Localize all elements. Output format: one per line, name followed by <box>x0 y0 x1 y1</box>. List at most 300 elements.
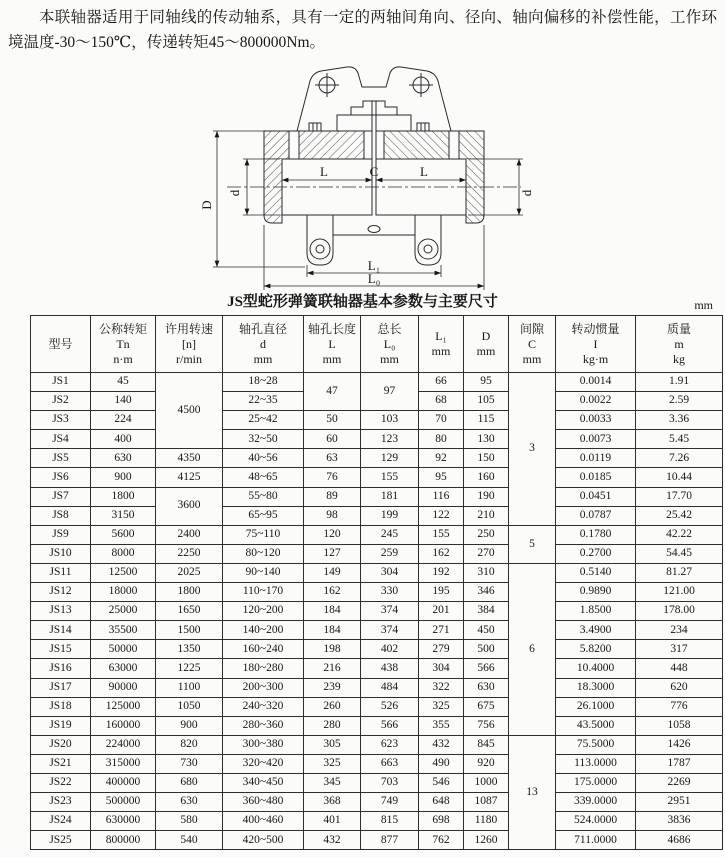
table-row <box>31 430 723 449</box>
table-cell: 4500 <box>156 373 223 449</box>
table-cell: 500 <box>464 640 509 659</box>
table-cell: 201 <box>419 602 464 621</box>
table-row <box>31 716 723 735</box>
table-cell: 1260 <box>464 831 509 850</box>
table-cell: 3836 <box>636 812 723 831</box>
table-cell: 129 <box>361 449 419 468</box>
table-cell: 749 <box>361 793 419 812</box>
table-cell: 680 <box>156 773 223 792</box>
table-cell: 25000 <box>91 602 156 621</box>
table-title-row <box>0 292 725 312</box>
table-cell: 566 <box>464 659 509 678</box>
table-cell: 5.45 <box>636 430 723 449</box>
table-cell: JS13 <box>31 602 91 621</box>
table-cell: 6 <box>509 563 556 735</box>
table-cell: 400 <box>91 430 156 449</box>
table-cell: 63000 <box>91 659 156 678</box>
table-cell: 280 <box>304 716 361 735</box>
table-cell: 400~460 <box>223 812 304 831</box>
table-cell: 490 <box>419 754 464 773</box>
table-cell: 630 <box>91 449 156 468</box>
table-cell: 45 <box>91 373 156 392</box>
table-cell: 280~360 <box>223 716 304 735</box>
table-row <box>31 678 723 697</box>
table-cell: 320~420 <box>223 754 304 773</box>
table-cell: 384 <box>464 602 509 621</box>
table-cell: 776 <box>636 697 723 716</box>
dim-label-L-right: L <box>419 164 428 179</box>
table-cell: JS20 <box>31 735 91 754</box>
table-cell: 22~35 <box>223 392 304 411</box>
table-cell: 120~200 <box>223 602 304 621</box>
table-cell: 5600 <box>91 525 156 544</box>
table-cell: 3.4900 <box>556 621 636 640</box>
intro-paragraph: 本联轴器适用于同轴线的传动轴系，具有一定的两轴间角向、径向、轴向偏移的补偿性能，工作环境温度-30～150℃，传递转矩45～800000Nm。 <box>8 9 717 51</box>
table-cell: JS10 <box>31 544 91 563</box>
table-cell: 698 <box>419 812 464 831</box>
table-cell: 95 <box>464 373 509 392</box>
table-cell: 648 <box>419 793 464 812</box>
table-cell: 317 <box>636 640 723 659</box>
table-cell: 198 <box>304 640 361 659</box>
table-cell: 162 <box>419 544 464 563</box>
table-cell: 0.0119 <box>556 449 636 468</box>
table-cell: 820 <box>156 735 223 754</box>
table-cell: 160000 <box>91 716 156 735</box>
col-header-mass: 质量 m kg <box>636 316 723 373</box>
table-cell: 127 <box>304 544 361 563</box>
table-cell: 7.26 <box>636 449 723 468</box>
table-row <box>31 506 723 525</box>
table-cell: 0.0787 <box>556 506 636 525</box>
col-header-inertia: 转动惯量 I kg·m <box>556 316 636 373</box>
table-cell: 756 <box>464 716 509 735</box>
table-cell: 630 <box>464 678 509 697</box>
table-cell: 623 <box>361 735 419 754</box>
table-cell: 2269 <box>636 773 723 792</box>
table-cell: JS11 <box>31 563 91 582</box>
table-cell: 2400 <box>156 525 223 544</box>
coupling-diagram-area <box>0 55 725 291</box>
coupling-diagram <box>169 55 579 291</box>
col-header-l1: L₁ mm <box>419 316 464 373</box>
table-cell: 524.0000 <box>556 812 636 831</box>
table-cell: JS24 <box>31 812 91 831</box>
table-cell: 195 <box>419 583 464 602</box>
col-header-speed: 许用转速 [n] r/min <box>156 316 223 373</box>
table-cell: 181 <box>361 487 419 506</box>
table-cell: 1500 <box>156 621 223 640</box>
table-cell: 1050 <box>156 697 223 716</box>
table-cell: 1058 <box>636 716 723 735</box>
table-cell: JS14 <box>31 621 91 640</box>
table-cell: 17.70 <box>636 487 723 506</box>
table-cell: 65~95 <box>223 506 304 525</box>
table-cell: 432 <box>419 735 464 754</box>
table-row <box>31 602 723 621</box>
table-cell: 55~80 <box>223 487 304 506</box>
dim-label-d-left: d <box>226 189 242 197</box>
table-cell: 8000 <box>91 544 156 563</box>
table-cell: 89 <box>304 487 361 506</box>
table-cell: 526 <box>361 697 419 716</box>
table-cell: 448 <box>636 659 723 678</box>
table-row <box>31 563 723 582</box>
table-row <box>31 793 723 812</box>
table-row <box>31 659 723 678</box>
table-cell: 160~240 <box>223 640 304 659</box>
table-cell: 140 <box>91 392 156 411</box>
table-cell: 5.8200 <box>556 640 636 659</box>
table-cell: 18.3000 <box>556 678 636 697</box>
table-cell: 216 <box>304 659 361 678</box>
table-cell: 155 <box>361 468 419 487</box>
col-header-total-length: 总长 L₀ mm <box>361 316 419 373</box>
table-cell: 122 <box>419 506 464 525</box>
table-cell: 663 <box>361 754 419 773</box>
table-cell: 47 <box>304 373 361 411</box>
table-cell: JS5 <box>31 449 91 468</box>
table-cell: 566 <box>361 716 419 735</box>
table-cell: 620 <box>636 678 723 697</box>
table-cell: 325 <box>304 754 361 773</box>
table-cell: 75~110 <box>223 525 304 544</box>
dim-label-D: D <box>198 200 214 210</box>
table-row <box>31 468 723 487</box>
col-header-model: 型号 <box>31 316 91 373</box>
table-cell: 0.0014 <box>556 373 636 392</box>
table-cell: 199 <box>361 506 419 525</box>
table-cell: 1000 <box>464 773 509 792</box>
unit-label: mm <box>694 298 713 312</box>
table-cell: 500000 <box>91 793 156 812</box>
table-cell: JS19 <box>31 716 91 735</box>
table-cell: 845 <box>464 735 509 754</box>
table-cell: 80 <box>419 430 464 449</box>
table-cell: 245 <box>361 525 419 544</box>
table-cell: 675 <box>464 697 509 716</box>
table-cell: 800000 <box>91 831 156 850</box>
table-cell: JS23 <box>31 793 91 812</box>
table-cell: 115 <box>464 411 509 430</box>
table-cell: 184 <box>304 602 361 621</box>
table-cell: 730 <box>156 754 223 773</box>
table-row <box>31 411 723 430</box>
table-cell: 250 <box>464 525 509 544</box>
table-cell: 234 <box>636 621 723 640</box>
table-cell: 90~140 <box>223 563 304 582</box>
table-row <box>31 621 723 640</box>
table-cell: 711.0000 <box>556 831 636 850</box>
table-cell: 97 <box>361 373 419 411</box>
table-cell: 224 <box>91 411 156 430</box>
table-cell: 368 <box>304 793 361 812</box>
table-cell: 121.00 <box>636 583 723 602</box>
table-row <box>31 525 723 544</box>
table-cell: 12500 <box>91 563 156 582</box>
table-cell: 54.45 <box>636 544 723 563</box>
table-cell: JS15 <box>31 640 91 659</box>
table-cell: 25.42 <box>636 506 723 525</box>
table-cell: 310 <box>464 563 509 582</box>
header-row <box>31 316 723 373</box>
table-cell: 120 <box>304 525 361 544</box>
table-cell: 315000 <box>91 754 156 773</box>
table-cell: 2025 <box>156 563 223 582</box>
table-cell: 2.59 <box>636 392 723 411</box>
table-cell: 3.36 <box>636 411 723 430</box>
table-cell: 279 <box>419 640 464 659</box>
table-cell: 339.0000 <box>556 793 636 812</box>
table-cell: 432 <box>304 831 361 850</box>
table-cell: 162 <box>304 583 361 602</box>
dim-label-L-left: L <box>319 164 328 179</box>
table-cell: 1650 <box>156 602 223 621</box>
table-cell: 345 <box>304 773 361 792</box>
table-cell: 210 <box>464 506 509 525</box>
table-cell: 0.0022 <box>556 392 636 411</box>
table-cell: JS6 <box>31 468 91 487</box>
table-cell: 402 <box>361 640 419 659</box>
table-cell: 304 <box>419 659 464 678</box>
table-cell: 48~65 <box>223 468 304 487</box>
table-cell: 26.1000 <box>556 697 636 716</box>
table-row <box>31 831 723 850</box>
table-cell: 0.0073 <box>556 430 636 449</box>
lower-bolt-left <box>310 239 330 259</box>
table-row <box>31 544 723 563</box>
table-cell: 175.0000 <box>556 773 636 792</box>
table-cell: 0.0033 <box>556 411 636 430</box>
col-header-gap: 间隙 C mm <box>509 316 556 373</box>
table-cell: 3 <box>509 373 556 526</box>
table-cell: JS3 <box>31 411 91 430</box>
table-cell: 240~320 <box>223 697 304 716</box>
table-cell: 116 <box>419 487 464 506</box>
table-cell: 374 <box>361 602 419 621</box>
table-cell: 630 <box>156 793 223 812</box>
table-cell: 0.5140 <box>556 563 636 582</box>
table-cell: 130 <box>464 430 509 449</box>
dim-label-d-right: d <box>518 189 534 197</box>
table-cell: JS2 <box>31 392 91 411</box>
table-cell: 877 <box>361 831 419 850</box>
table-cell: 4350 <box>156 449 223 468</box>
table-cell: 340~450 <box>223 773 304 792</box>
table-cell: 98 <box>304 506 361 525</box>
dim-label-C: C <box>369 164 378 179</box>
table-cell: 43.5000 <box>556 716 636 735</box>
table-cell: JS8 <box>31 506 91 525</box>
table-cell: 90000 <box>91 678 156 697</box>
table-cell: 322 <box>419 678 464 697</box>
table-cell: 80~120 <box>223 544 304 563</box>
table-row <box>31 754 723 773</box>
table-cell: 438 <box>361 659 419 678</box>
table-cell: 1426 <box>636 735 723 754</box>
table-cell: 92 <box>419 449 464 468</box>
table-cell: 5 <box>509 525 556 563</box>
table-cell: 305 <box>304 735 361 754</box>
table-cell: 401 <box>304 812 361 831</box>
table-cell: 703 <box>361 773 419 792</box>
table-cell: 1225 <box>156 659 223 678</box>
table-cell: JS9 <box>31 525 91 544</box>
table-cell: 0.2700 <box>556 544 636 563</box>
table-cell: 580 <box>156 812 223 831</box>
table-cell: 180~280 <box>223 659 304 678</box>
table-cell: 60 <box>304 430 361 449</box>
table-cell: 0.9890 <box>556 583 636 602</box>
table-cell: 178.00 <box>636 602 723 621</box>
table-cell: 105 <box>464 392 509 411</box>
table-cell: 123 <box>361 430 419 449</box>
table-cell: JS25 <box>31 831 91 850</box>
table-cell: 1800 <box>91 487 156 506</box>
table-row <box>31 373 723 392</box>
table-cell: 3600 <box>156 487 223 525</box>
col-header-bore-length: 轴孔长度 L mm <box>304 316 361 373</box>
col-header-bore-diameter: 轴孔直径 d mm <box>223 316 304 373</box>
table-cell: 762 <box>419 831 464 850</box>
table-cell: 0.0185 <box>556 468 636 487</box>
table-cell: 259 <box>361 544 419 563</box>
table-cell: JS18 <box>31 697 91 716</box>
table-cell: JS17 <box>31 678 91 697</box>
table-cell: JS21 <box>31 754 91 773</box>
table-cell: 125000 <box>91 697 156 716</box>
table-row <box>31 735 723 754</box>
table-row <box>31 697 723 716</box>
dim-label-L0: L₀ <box>367 271 380 286</box>
table-cell: 920 <box>464 754 509 773</box>
table-cell: 184 <box>304 621 361 640</box>
table-cell: 10.4000 <box>556 659 636 678</box>
table-cell: 50000 <box>91 640 156 659</box>
table-cell: 192 <box>419 563 464 582</box>
table-cell: JS4 <box>31 430 91 449</box>
table-cell: 42.22 <box>636 525 723 544</box>
table-title: JS型蛇形弹簧联轴器基本参数与主要尺寸 <box>227 294 498 310</box>
table-cell: 81.27 <box>636 563 723 582</box>
table-cell: JS12 <box>31 583 91 602</box>
table-cell: 260 <box>304 697 361 716</box>
table-cell: 160 <box>464 468 509 487</box>
table-cell: 10.44 <box>636 468 723 487</box>
table-cell: 360~480 <box>223 793 304 812</box>
table-cell: 0.1780 <box>556 525 636 544</box>
table-row <box>31 487 723 506</box>
table-cell: 4686 <box>636 831 723 850</box>
table-row <box>31 812 723 831</box>
dim-label-L1: L₁ <box>367 258 380 273</box>
table-row <box>31 583 723 602</box>
grease-hole <box>368 226 380 233</box>
table-cell: JS16 <box>31 659 91 678</box>
spec-table-body <box>31 373 723 850</box>
table-cell: 200~300 <box>223 678 304 697</box>
table-cell: 239 <box>304 678 361 697</box>
table-cell: JS7 <box>31 487 91 506</box>
table-cell: 35500 <box>91 621 156 640</box>
table-cell: 355 <box>419 716 464 735</box>
spec-table <box>30 315 723 850</box>
table-cell: 155 <box>419 525 464 544</box>
table-cell: 150 <box>464 449 509 468</box>
table-cell: 66 <box>419 373 464 392</box>
table-cell: 110~170 <box>223 583 304 602</box>
table-cell: 540 <box>156 831 223 850</box>
table-cell: 103 <box>361 411 419 430</box>
table-cell: 450 <box>464 621 509 640</box>
table-cell: 40~56 <box>223 449 304 468</box>
table-cell: 149 <box>304 563 361 582</box>
table-cell: 1800 <box>156 583 223 602</box>
table-cell: 1180 <box>464 812 509 831</box>
table-cell: 346 <box>464 583 509 602</box>
table-cell: 1787 <box>636 754 723 773</box>
table-cell: 190 <box>464 487 509 506</box>
table-cell: 224000 <box>91 735 156 754</box>
table-cell: 68 <box>419 392 464 411</box>
table-cell: 113.0000 <box>556 754 636 773</box>
table-cell: 2250 <box>156 544 223 563</box>
table-cell: 4125 <box>156 468 223 487</box>
table-cell: 420~500 <box>223 831 304 850</box>
table-cell: 271 <box>419 621 464 640</box>
table-row <box>31 449 723 468</box>
table-cell: 330 <box>361 583 419 602</box>
table-cell: 900 <box>91 468 156 487</box>
table-row <box>31 640 723 659</box>
table-cell: 2951 <box>636 793 723 812</box>
table-cell: 325 <box>419 697 464 716</box>
table-cell: 374 <box>361 621 419 640</box>
table-cell: 140~200 <box>223 621 304 640</box>
table-cell: JS1 <box>31 373 91 392</box>
table-cell: 95 <box>419 468 464 487</box>
table-cell: 900 <box>156 716 223 735</box>
table-cell: 25~42 <box>223 411 304 430</box>
spec-table-header <box>31 316 723 373</box>
table-cell: 13 <box>509 735 556 850</box>
table-cell: 70 <box>419 411 464 430</box>
table-cell: 18000 <box>91 583 156 602</box>
table-cell: 1.8500 <box>556 602 636 621</box>
table-cell: 3150 <box>91 506 156 525</box>
table-cell: 18~28 <box>223 373 304 392</box>
table-cell: 0.0451 <box>556 487 636 506</box>
table-cell: 304 <box>361 563 419 582</box>
table-cell: 1.91 <box>636 373 723 392</box>
table-cell: 400000 <box>91 773 156 792</box>
table-cell: 32~50 <box>223 430 304 449</box>
table-row <box>31 773 723 792</box>
table-cell: 630000 <box>91 812 156 831</box>
table-cell: 270 <box>464 544 509 563</box>
table-cell: 546 <box>419 773 464 792</box>
table-cell: 484 <box>361 678 419 697</box>
table-cell: 76 <box>304 468 361 487</box>
table-cell: 50 <box>304 411 361 430</box>
col-header-d: D mm <box>464 316 509 373</box>
col-header-torque: 公称转矩 Tn n·m <box>91 316 156 373</box>
table-cell: 1087 <box>464 793 509 812</box>
table-cell: 75.5000 <box>556 735 636 754</box>
table-cell: JS22 <box>31 773 91 792</box>
table-cell: 815 <box>361 812 419 831</box>
lower-bolt-right <box>418 239 438 259</box>
